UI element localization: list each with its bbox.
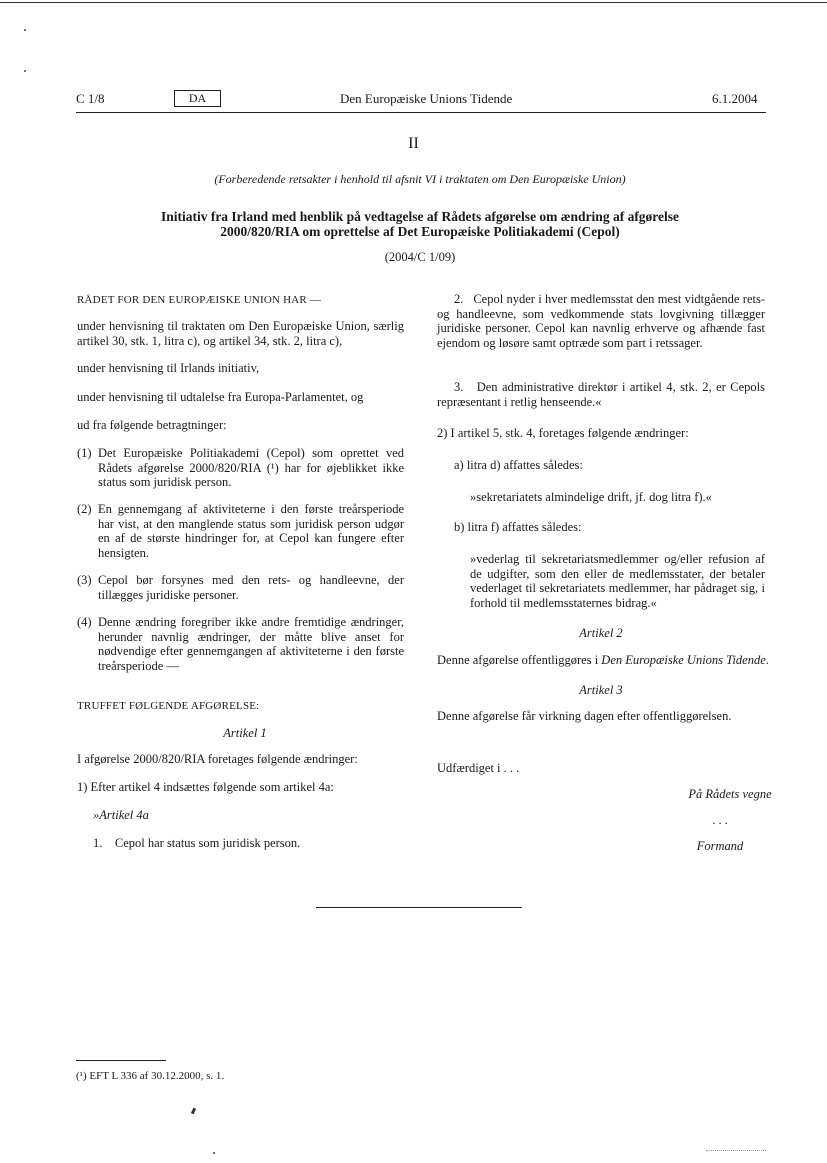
paragraph-number: 2. bbox=[454, 292, 464, 306]
sub-b-text: »vederlag til sekretariatsmedlemmer og/eller refusion af de udgifter, som den eller de medlemsstater, der betaler vederlaget til sekretariatets medlemmer, har pådraget sig, i forhold til medlemsstaternes bidrag.« bbox=[470, 552, 765, 610]
consideration-number: (2) bbox=[77, 502, 92, 516]
document-title bbox=[110, 209, 730, 239]
adopted-formula: TRUFFET FØLGENDE AFGØRELSE: bbox=[77, 700, 260, 712]
on-behalf-of-council: På Rådets vegne bbox=[688, 787, 772, 801]
amendment-2 bbox=[437, 426, 689, 441]
recital-parliament: under henvisning til udtalelse fra Europa-Parlamentet, og bbox=[77, 390, 364, 404]
paragraph-text: Cepol har status som juridisk person. bbox=[114, 836, 301, 850]
article-3-heading: Artikel 3 bbox=[579, 683, 623, 697]
article-1-intro: I afgørelse 2000/820/RIA foretages følgende ændringer: bbox=[77, 752, 358, 766]
title-line-2: 2000/820/RIA om oprettelse af Det Europæiske Politiakademi (Cepol) bbox=[220, 224, 620, 239]
article-2-text bbox=[437, 653, 769, 668]
sub-b-label: b) litra f) affattes således: bbox=[454, 520, 582, 534]
paragraph-number: 3. bbox=[454, 380, 464, 394]
margin-dot bbox=[24, 70, 26, 72]
article-4a-heading: »Artikel 4a bbox=[93, 808, 149, 822]
recital-considerations: ud fra følgende betragtninger: bbox=[77, 418, 227, 432]
consideration-number: (3) bbox=[77, 573, 92, 587]
part-number: II bbox=[408, 135, 419, 152]
publication-date: 6.1.2004 bbox=[712, 91, 758, 106]
article-2-heading: Artikel 2 bbox=[579, 626, 623, 640]
language-box: DA bbox=[174, 90, 221, 107]
document-reference: (2004/C 1/09) bbox=[384, 250, 456, 264]
page-reference: C 1/8 bbox=[76, 91, 105, 106]
end-separator-rule bbox=[316, 907, 522, 908]
article-2-text-prefix: Denne afgørelse offentliggøres i bbox=[437, 653, 602, 667]
consideration-4 bbox=[77, 615, 404, 673]
recital-treaty: under henvisning til traktaten om Den Europæiske Union, særlig artikel 30, stk. 1, litra c), og artikel 34, stk. 2, litra c), bbox=[77, 319, 404, 348]
consideration-3 bbox=[77, 573, 404, 602]
opening-formula: RÅDET FOR DEN EUROPÆISKE UNION HAR — bbox=[77, 294, 322, 306]
consideration-text: Denne ændring foregriber ikke andre fremtidige ændringer, herunder navnlig ændringer, der måtte blive anset for nødvendige efter gennemgangen af aktiviteterne i den første treårsperiode — bbox=[98, 615, 404, 673]
article-1-heading: Artikel 1 bbox=[223, 726, 267, 740]
paragraph-text: Cepol nyder i hver medlemsstat den mest vidtgående rets- og handleevne, som vedkommende stats lovgivning tillægger juridiske personer. Cepol kan navnlig erhverve og afhænde fast ejendom og løsøre samt optræde som part i retssager. bbox=[437, 292, 765, 350]
scan-dotted-mark bbox=[706, 1150, 766, 1151]
title-line-1: Initiativ fra Irland med henblik på vedtagelse af Rådets afgørelse om ændring af afgørelse bbox=[160, 209, 680, 224]
paragraph-text: Den administrative direktør i artikel 4, stk. 2, er Cepols repræsentant i retlig henseende.« bbox=[437, 380, 766, 409]
consideration-number: (4) bbox=[77, 615, 92, 629]
amendment-1 bbox=[77, 780, 334, 795]
sub-a-label: a) litra d) affattes således: bbox=[454, 458, 583, 472]
consideration-number: (1) bbox=[77, 446, 92, 460]
article-4a-paragraph-3 bbox=[437, 380, 765, 409]
recital-initiative: under henvisning til Irlands initiativ, bbox=[77, 361, 260, 375]
top-border-rule bbox=[0, 2, 827, 3]
consideration-1 bbox=[77, 446, 404, 490]
sub-a-text: »sekretariatets almindelige drift, jf. dog litra f).« bbox=[470, 490, 712, 504]
footnote: (¹) EFT L 336 af 30.12.2000, s. 1. bbox=[76, 1070, 225, 1082]
consideration-text: Det Europæiske Politiakademi (Cepol) som oprettet ved Rådets afgørelse 2000/820/RIA (¹) har for øjeblikket ikke status som juridisk person. bbox=[98, 446, 404, 489]
consideration-text: En gennemgang af aktiviteterne i den første treårsperiode har vist, at den manglende status som juridisk person udgør en af de største hindringer for, at Cepol kan fungere efter hensigten. bbox=[98, 502, 404, 560]
consideration-2 bbox=[77, 502, 404, 560]
journal-name: Den Europæiske Unions Tidende bbox=[601, 653, 766, 667]
done-at: Udfærdiget i . . . bbox=[437, 761, 520, 775]
chairman-title: Formand bbox=[696, 839, 744, 853]
margin-dot bbox=[24, 29, 26, 31]
scan-mark bbox=[191, 1108, 196, 1115]
part-subtitle: (Forberedende retsakter i henhold til afsnit VI i traktaten om Den Europæiske Union) bbox=[214, 172, 626, 186]
signature-ellipsis: . . . bbox=[712, 813, 728, 827]
amendment-number: 1) bbox=[77, 780, 88, 794]
article-4a-paragraph-2 bbox=[437, 292, 765, 350]
footnote-rule bbox=[76, 1060, 166, 1061]
margin-dot bbox=[213, 1152, 215, 1154]
consideration-text: Cepol bør forsynes med den rets- og handleevne, der tillægges juridiske personer. bbox=[98, 573, 404, 602]
article-4a-paragraph-1 bbox=[93, 836, 300, 851]
paragraph-number: 1. bbox=[93, 836, 103, 850]
amendment-text: Efter artikel 4 indsættes følgende som artikel 4a: bbox=[90, 780, 334, 794]
amendment-text: I artikel 5, stk. 4, foretages følgende ændringer: bbox=[450, 426, 689, 440]
amendment-number: 2) bbox=[437, 426, 448, 440]
article-2-text-suffix: . bbox=[765, 653, 769, 667]
article-3-text: Denne afgørelse får virkning dagen efter offentliggørelsen. bbox=[437, 709, 732, 723]
journal-title: Den Europæiske Unions Tidende bbox=[340, 91, 513, 106]
header-rule bbox=[76, 112, 766, 113]
